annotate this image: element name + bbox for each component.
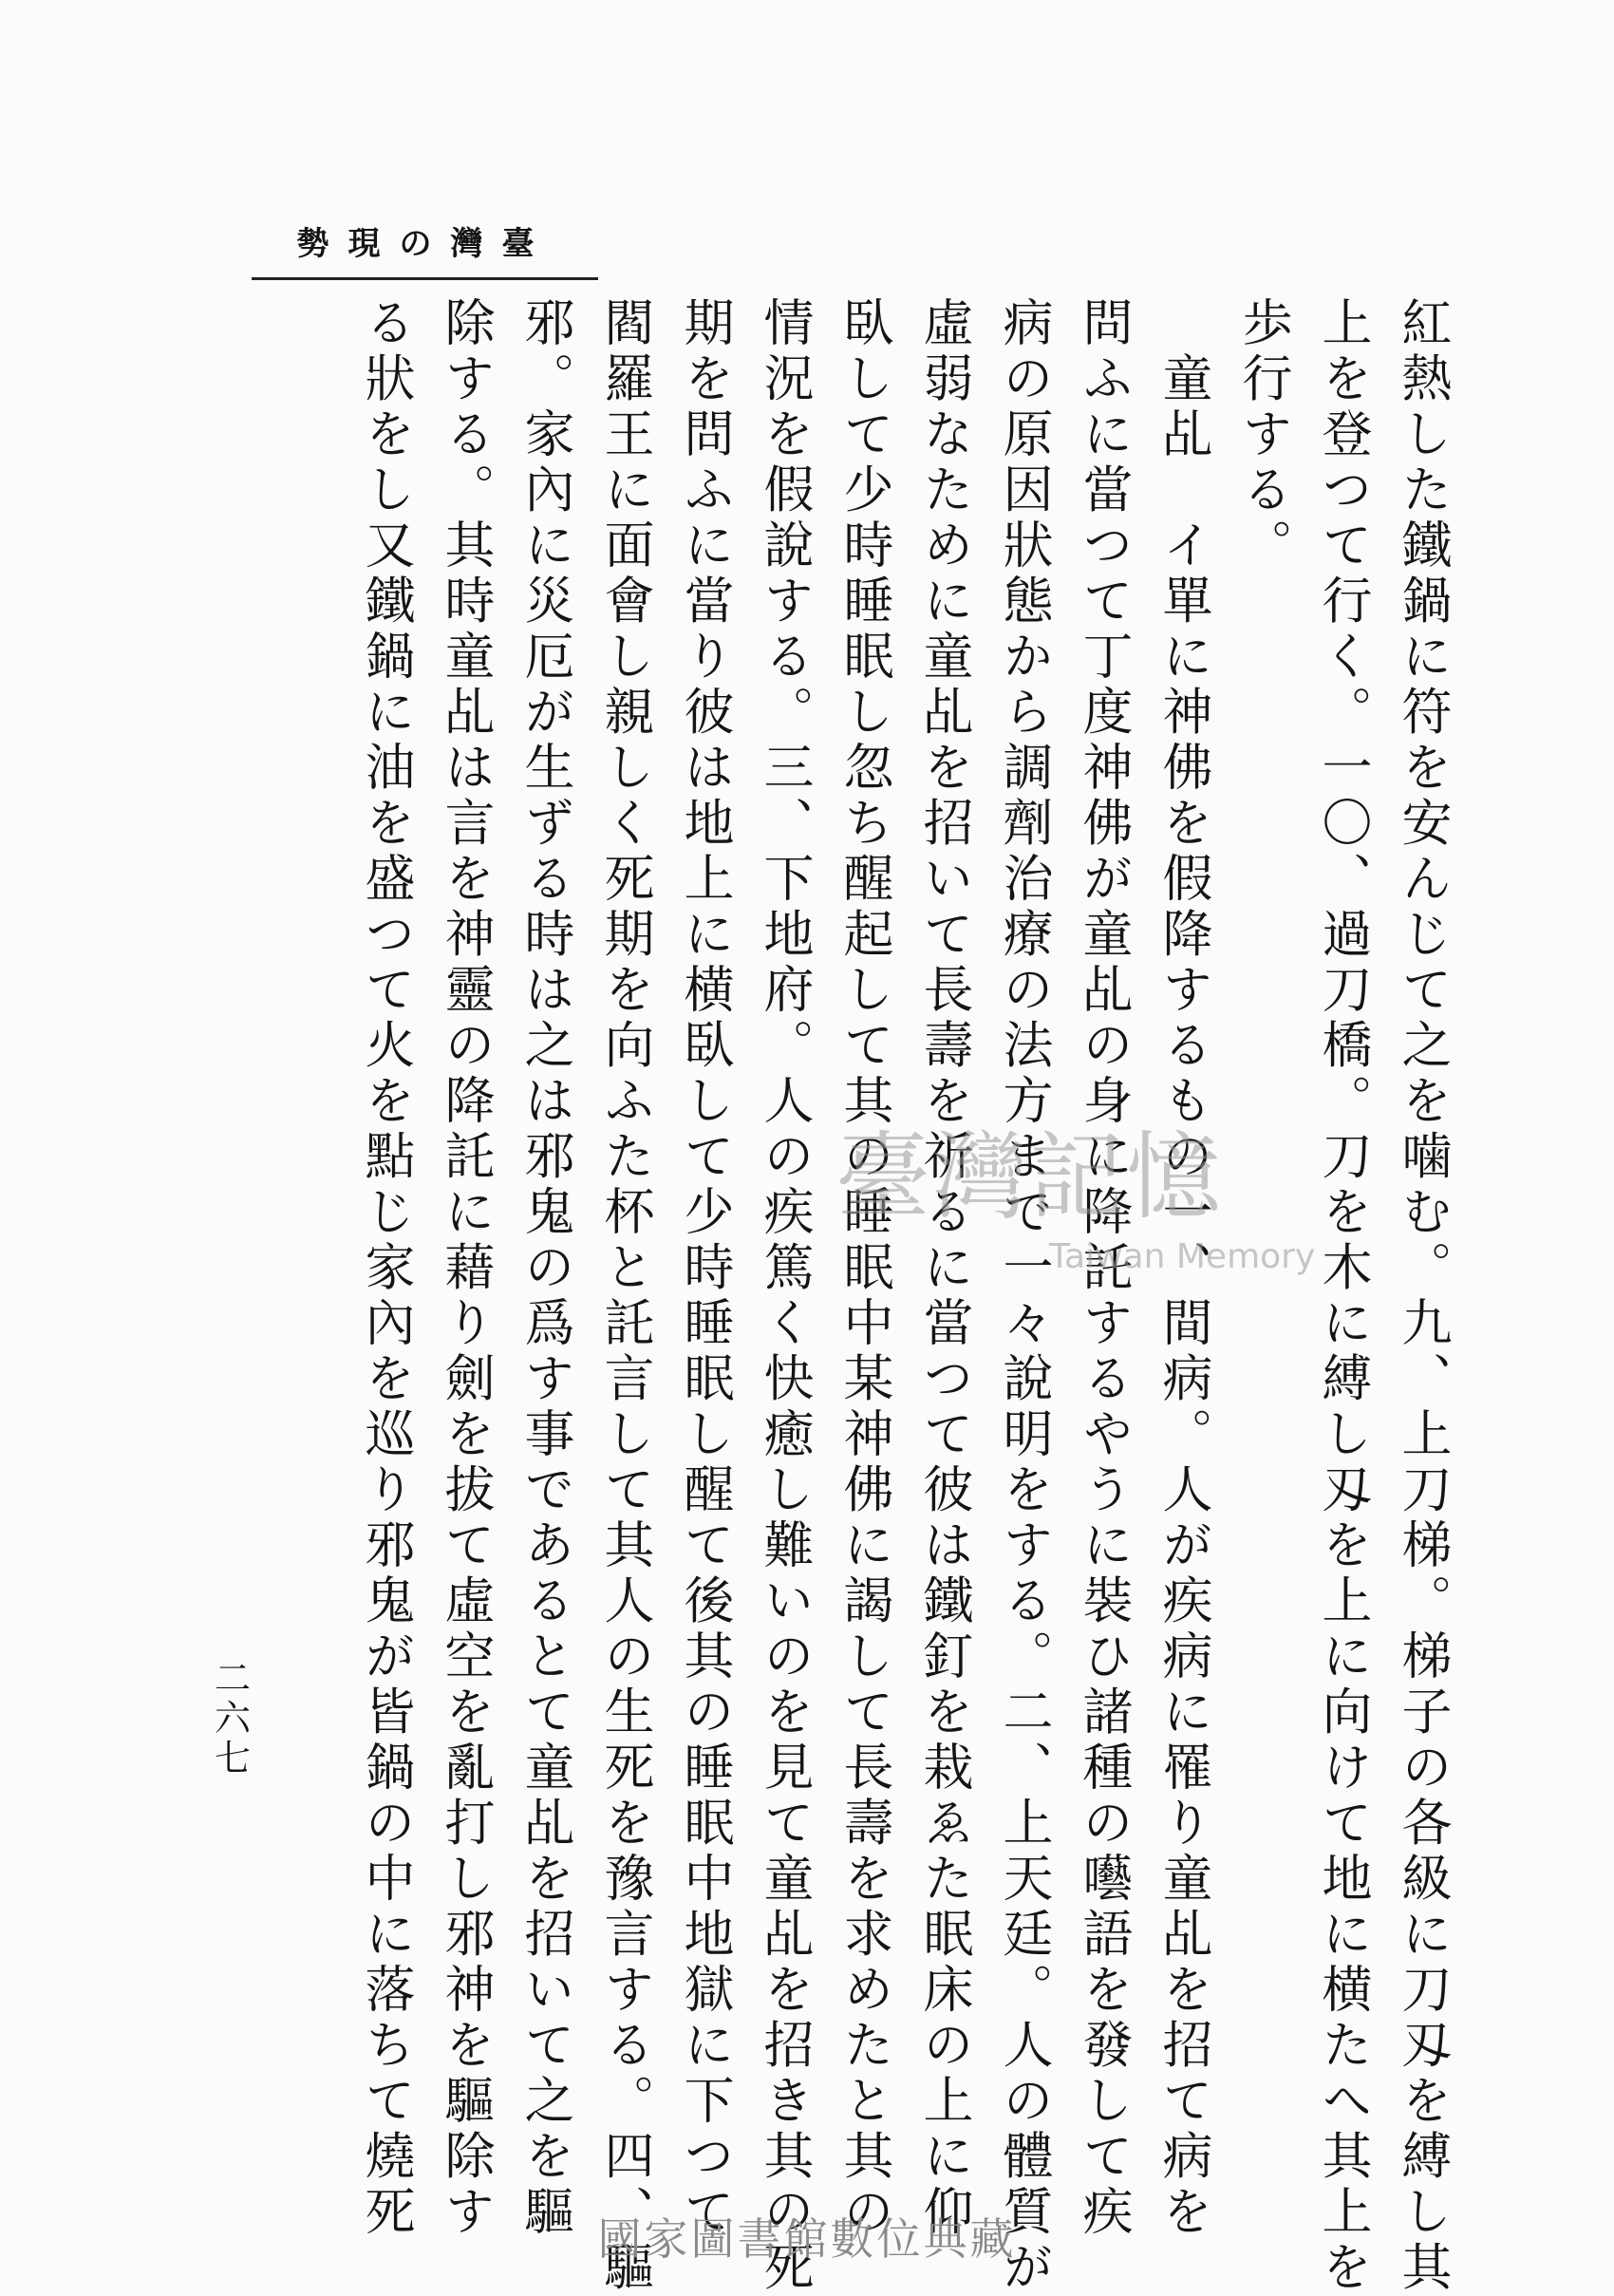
text-column: 上を登つて行く。一〇、過刀橋。刀を木に縛し刄を上に向けて地に横たへ其上を <box>1314 296 1372 2296</box>
footer-credit: 國家圖書館數位典藏 <box>597 2213 1017 2265</box>
header-rule <box>252 277 598 280</box>
text-column: 問ふに當つて丁度神佛が童乩の身に降託するやうに裝ひ諸種の囈語を發して疾 <box>1075 296 1133 2241</box>
text-column: 除する。其時童乩は言を神靈の降託に藉り劍を拔て虛空を亂打し邪神を驅除す <box>437 296 495 2241</box>
header-title: 臺灣の現勢 <box>296 224 554 263</box>
text-column: 歩行する。 <box>1234 296 1292 574</box>
text-column: 期を問ふに當り彼は地上に横臥して少時睡眠し醒て後其の睡眠中地獄に下つて <box>676 296 734 2241</box>
text-column: 虛弱なために童乩を招いて長壽を祈るに當つて彼は鐵釘を栽ゑた眠床の上に仰 <box>915 296 973 2241</box>
text-column: 情況を假說する。三、下地府。人の疾篤く快癒し難いのを見て童乩を招き其の死 <box>756 296 814 2296</box>
running-header <box>247 216 603 264</box>
text-column: る狀をし又鐵鍋に油を盛つて火を點じ家內を巡り邪鬼が皆鍋の中に落ちて燒死 <box>357 296 415 2241</box>
watermark <box>835 1121 1316 1287</box>
watermark-logo-text: 臺灣記憶 <box>835 1121 1223 1233</box>
text-column: 閻羅王に面會し親しく死期を向ふた杯と託言して其人の生死を豫言する。四、驅 <box>596 296 654 2296</box>
text-column: 邪。家內に災厄が生ずる時は之は邪鬼の爲す事であるとて童乩を招いて之を驅 <box>516 296 574 2241</box>
text-column: 臥して少時睡眠し忽ち醒起して其の睡眠中某神佛に謁して長壽を求めたと其の <box>835 296 893 2241</box>
watermark-english: Taiwan Memory <box>1049 1237 1316 1276</box>
text-column: 童乩 イ單に神佛を假降するもの一、間病。人が疾病に罹り童乩を招て病を <box>1154 296 1212 2241</box>
page-number: 二六七 <box>208 1659 251 1778</box>
text-column: 紅熱した鐵鍋に符を安んじて之を噛む。九、上刀梯。梯子の各級に刀刄を縛し其 <box>1394 296 1452 2296</box>
text-column: 病の原因狀態から調劑治療の法方まで一々說明をする。二、上天廷。人の體質が <box>995 296 1053 2296</box>
